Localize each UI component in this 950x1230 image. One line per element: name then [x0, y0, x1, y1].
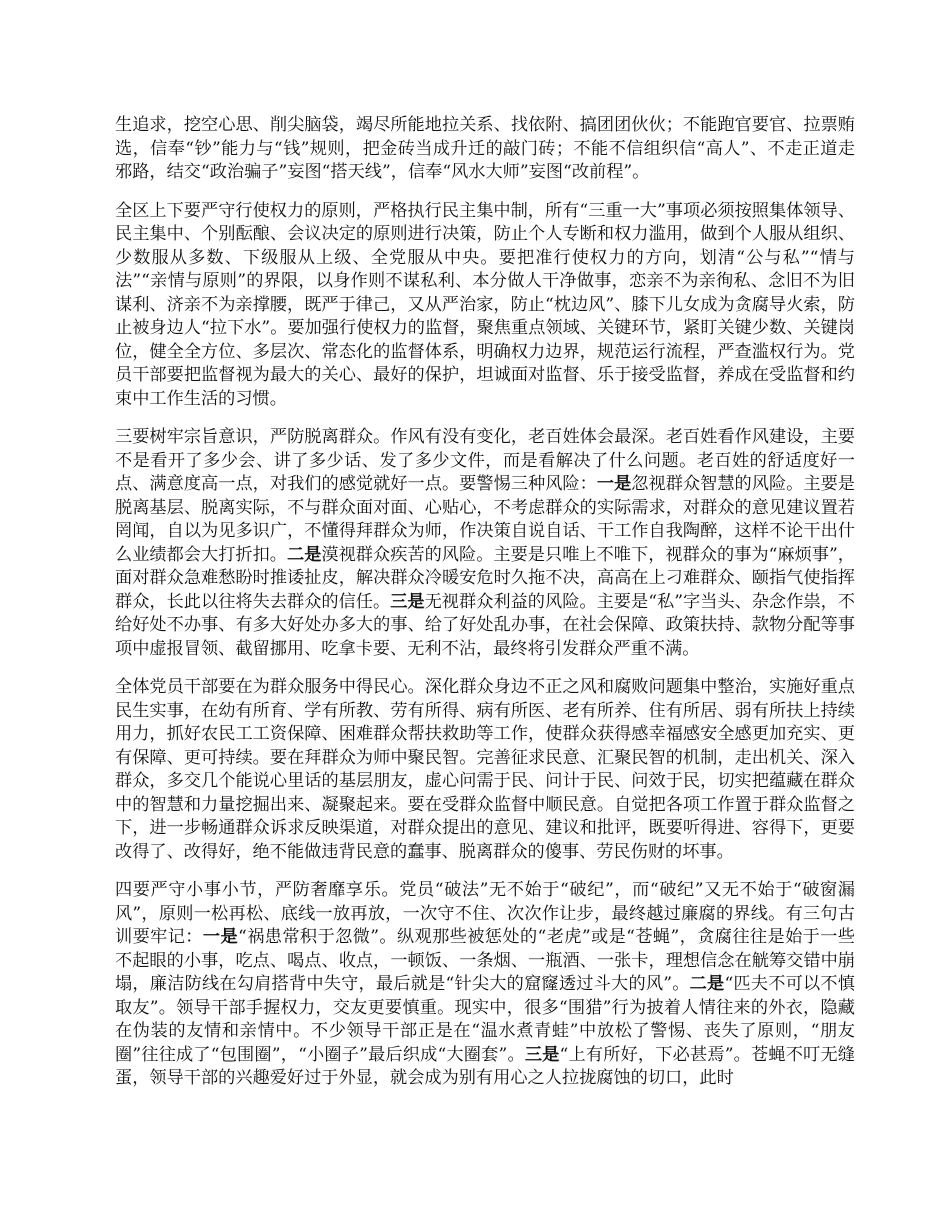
text-run: “祸患常积于忽微”。纵观那些被惩处的“老虎”或是“苍蝇”，贪腐往往是始于一些不起眼的小事，吃点、喝点、收点，一顿饭、一条烟、一瓶酒、一张卡，理想信念在觥筹交错中崩塌，廉洁防线在勾肩搭背中失守，最后就是“针尖大的窟窿透过斗大的风”。: [115, 927, 855, 994]
bold-label: 三是: [524, 1044, 560, 1065]
text-run: “匹夫不可以不慎取友”。领导干部手握权力，交友更要慎重。现实中，很多“围猎”行为披着人情往来的外衣，隐藏在伪装的友情和亲情中。不少领导干部正是在“温水煮青蛙”中放松了警惕、丧失了原则，“朋友圈”往往成了“包围圈”，“小圈子”最后织成“大圈套”。: [115, 974, 855, 1065]
text-run: 无视群众利益的风险。主要是“私”字当头、杂念作祟，不给好处不办事、有多大好处办多大的事、给了好处乱办事，在社会保障、政策扶持、款物分配等事项中虚报冒领、截留挪用、吃拿卡要、无利不沾，最终将引发群众严重不满。: [115, 591, 855, 659]
text-run: 全区上下要严守行使权力的原则，严格执行民主集中制，所有“三重一大”事项必须按照集体领导、民主集中、个别酝酿、会议决定的原则进行决策，防止个人专断和权力滥用，做到个人服从组织、少数服从多数、下级服从上级、全党服从中央。要把准行使权力的方向，划清“公与私”“情与法”“亲情与原则”的界限，以身作则不谋私利、本分做人干净做事，恋亲不为亲徇私、念旧不为旧谋利、济亲不为亲撑腰，既严于律己，又从严治家，防止“枕边风”、膝下儿女成为贪腐导火索，防止被身边人“拉下水”。要加强行使权力的监督，聚焦重点领域、关键环节，紧盯关键少数、关键岗位，健全全方位、多层次、常态化的监督体系，明确权力边界，规范运行流程，严查滥权行为。党员干部要把监督视为最大的关心、最好的保护，坦诚面对监督、乐于接受监督，养成在受监督和约束中工作生活的习惯。: [115, 200, 855, 409]
paragraph: [115, 200, 855, 412]
bold-label: 二是: [287, 544, 322, 565]
bold-label: 一是: [596, 474, 632, 494]
text-run: 漠视群众疾苦的风险。主要是只唯上不唯下，视群众的事为“麻烦事”，面对群众急难愁盼时推诿扯皮，解决群众冷暖安危时久拖不决，高高在上刁难群众、颐指气使指挥群众，长此以往将失去群众的信任。: [115, 544, 855, 612]
paragraph: [115, 879, 855, 1091]
text-run: 三要树牢宗旨意识，严防脱离群众。作风有没有变化，老百姓体会最深。老百姓看作风建设，主要不是看开了多少会、讲了多少话、发了多少文件，而是看解决了什么问题。老百姓的舒适度好一点、满意度高一点，对我们的感觉就好一点。要警惕三种风险：: [115, 427, 855, 494]
text-run: 四要严守小事小节，严防奢靡享乐。党员“破法”无不始于“破纪”，而“破纪”又无不始于“破窗漏风”，原则一松再松、底线一放再放，一次守不住、次次作让步，最终越过廉腐的界线。有三句古训要牢记：: [115, 880, 855, 947]
paragraph: [115, 426, 855, 661]
text-run: 生追求，挖空心思、削尖脑袋，竭尽所能地拉关系、找依附、搞团团伙伙；不能跑官要官、拉票贿选，信奉“钞”能力与“钱”规则，把金砖当成升迁的敲门砖；不能不信组织信“高人”、不走正道走邪路，结交“政治骗子”妄图“搭天线”，信奉“风水大师”妄图“改前程”。: [115, 115, 855, 182]
bold-label: 三是: [390, 591, 425, 612]
text-run: “上有所好，下必甚焉”。苍蝇不叮无缝蛋，领导干部的兴趣爱好过于外显，就会成为别有用心之人拉拢腐蚀的切口，此时: [115, 1044, 855, 1088]
text-run: 忽视群众智慧的风险。主要是脱离基层、脱离实际，不与群众面对面、心贴心，不考虑群众的实际需求，对群众的意见建议置若罔闻，自以为见多识广，不懂得拜群众为师，作决策自说自话、干工作自我陶醉，这样不论干出什么业绩都会大打折扣。: [115, 474, 855, 565]
paragraph: [115, 114, 855, 185]
bold-label: 一是: [202, 927, 239, 947]
paragraph: [115, 676, 855, 864]
document-page: [115, 114, 855, 1106]
bold-label: 二是: [689, 974, 725, 994]
text-run: 全体党员干部要在为群众服务中得民心。深化群众身边不正之风和腐败问题集中整治，实施好重点民生实事，在幼有所育、学有所教、劳有所得、病有所医、老有所养、住有所居、弱有所扶上持续用力，抓好农民工工资保障、困难群众帮扶救助等工作，使群众获得感幸福感安全感更加充实、更有保障、更可持续。要在拜群众为师中聚民智。完善征求民意、汇聚民智的机制，走出机关、深入群众，多交几个能说心里话的基层朋友，虚心问需于民、问计于民、问效于民，切实把蕴藏在群众中的智慧和力量挖掘出来、凝聚起来。要在受群众监督中顺民意。自觉把各项工作置于群众监督之下，进一步畅通群众诉求反映渠道，对群众提出的意见、建议和批评，既要听得进、容得下，更要改得了、改得好，绝不能做违背民意的蠢事、脱离群众的傻事、劳民伤财的坏事。: [115, 677, 855, 862]
